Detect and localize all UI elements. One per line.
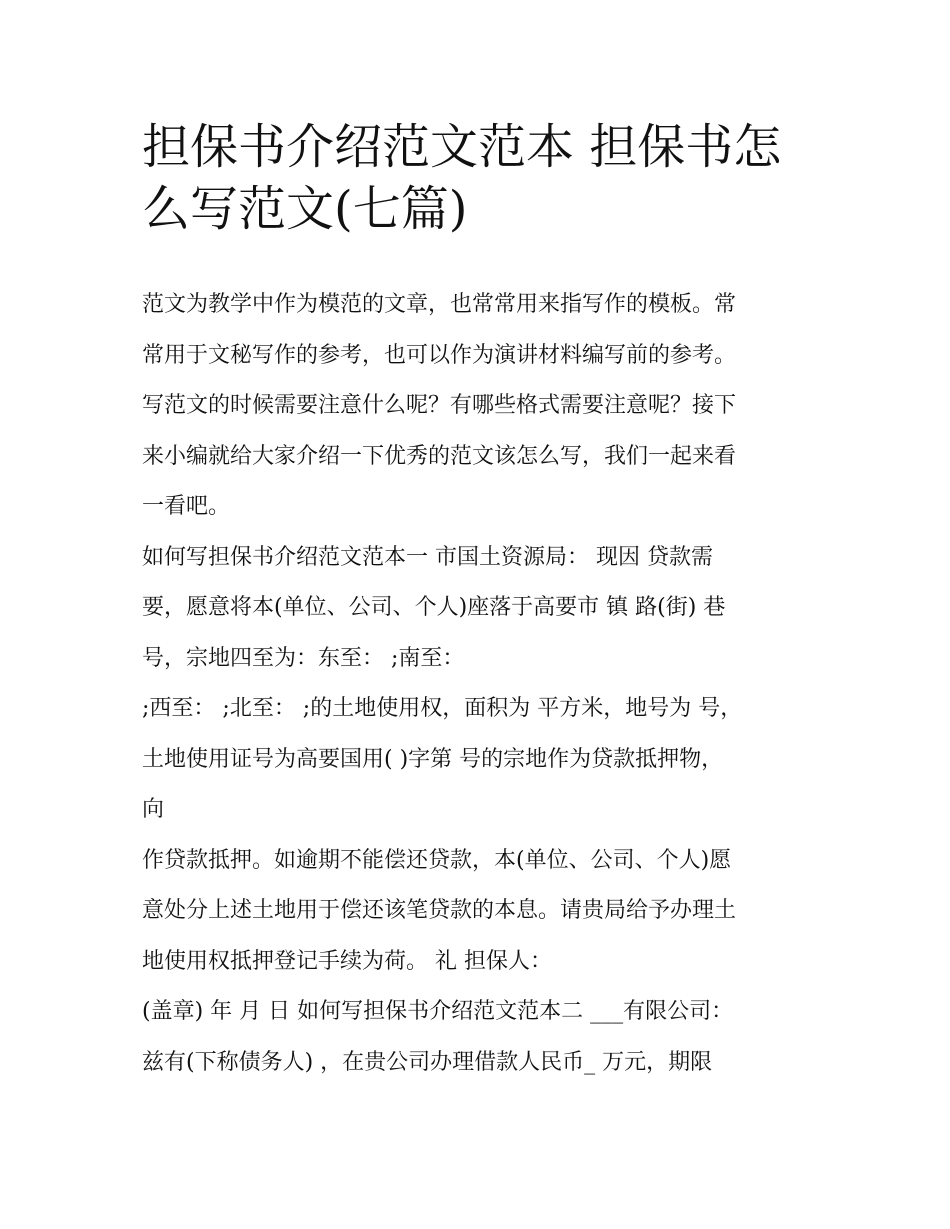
body-line: 意处分上述土地用于偿还该笔贷款的本息。请贵局给予办理土 — [142, 898, 737, 923]
body-line: 如何写担保书介绍范文范本一 市国土资源局： 现因 贷款需 — [142, 544, 713, 570]
body-line: 向 — [142, 797, 165, 822]
body-line: 作贷款抵押。如逾期不能偿还贷款，本(单位、公司、个人)愿 — [142, 847, 732, 873]
body-line: 常用于文秘写作的参考，也可以作为演讲材料编写前的参考。 — [142, 342, 737, 368]
title-line-1: 担保书介绍范文范本 担保书怎 — [142, 119, 782, 175]
body-line: 要，愿意将本(单位、公司、个人)座落于高要市 镇 路(街) 巷 — [142, 595, 726, 620]
title-line-2: 么写范文(七篇) — [142, 181, 468, 237]
document-body — [142, 280, 832, 1088]
body-line: 范文为教学中作为模范的文章，也常常用来指写作的模板。常 — [142, 292, 737, 317]
body-line: 写范文的时候需要注意什么呢？有哪些格式需要注意呢？接下 — [142, 393, 737, 418]
body-line: 土地使用证号为高要国用( )字第 号的宗地作为贷款抵押物， — [142, 746, 724, 772]
document-title — [142, 116, 822, 240]
body-line: 一看吧。 — [142, 494, 231, 519]
body-line: (盖章) 年 月 日 如何写担保书介绍范文范本二 ___有限公司： — [142, 999, 734, 1024]
body-line: 号，宗地四至为：东至： ;南至： — [142, 645, 465, 671]
body-line: ;西至： ;北至： ;的土地使用权，面积为 平方米，地号为 号， — [142, 696, 743, 721]
body-line: 兹有(下称债务人) ，在贵公司办理借款人民币_ 万元，期限 — [142, 1049, 713, 1075]
body-line: 来小编就给大家介绍一下优秀的范文该怎么写，我们一起来看 — [142, 443, 737, 469]
body-line: 地使用权抵押登记手续为荷。 礼 担保人： — [142, 948, 552, 974]
